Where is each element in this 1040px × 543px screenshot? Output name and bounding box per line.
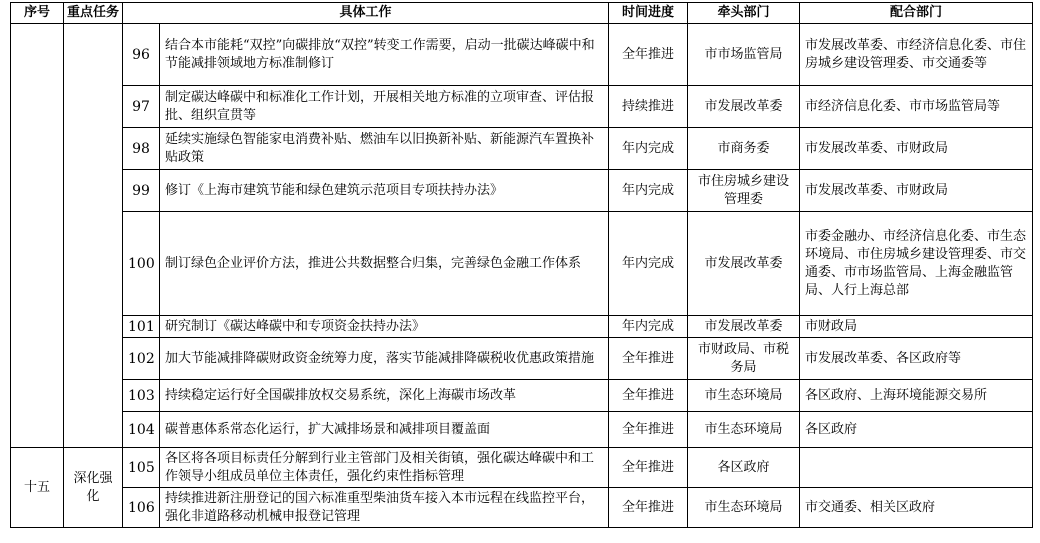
row-work: 修订《上海市建筑节能和绿色建筑示范项目专项扶持办法》 — [160, 170, 609, 212]
row-number: 99 — [123, 170, 160, 212]
section-task: 深化强化 — [64, 448, 123, 528]
table-row — [11, 448, 1033, 488]
header-work: 具体工作 — [123, 3, 609, 24]
section-task — [64, 24, 123, 448]
table-row — [11, 412, 1033, 448]
row-coop: 市发展改革委、市经济信息化委、市住房城乡建设管理委、市交通委等 — [800, 24, 1033, 86]
row-work: 制订绿色企业评价方法，推进公共数据整合归集，完善绿色金融工作体系 — [160, 212, 609, 316]
row-progress: 年内完成 — [609, 212, 688, 316]
header-coop: 配合部门 — [800, 3, 1033, 24]
work-table — [10, 2, 1033, 528]
row-work: 持续推进新注册登记的国六标准重型柴油货车接入本市远程在线监控平台，强化非道路移动机械申报登记管理 — [160, 488, 609, 528]
row-coop: 市委金融办、市经济信息化委、市生态环境局、市住房城乡建设管理委、市交通委、市市场监管局、上海金融监管局、人行上海总部 — [800, 212, 1033, 316]
row-coop: 各区政府 — [800, 412, 1033, 448]
row-number: 102 — [123, 338, 160, 380]
row-progress: 年内完成 — [609, 170, 688, 212]
row-work: 结合本市能耗“双控”向碳排放“双控”转变工作需要，启动一批碳达峰碳中和节能减排领域地方标准制修订 — [160, 24, 609, 86]
row-progress: 全年推进 — [609, 488, 688, 528]
row-lead: 市财政局、市税务局 — [688, 338, 800, 380]
row-number: 97 — [123, 86, 160, 128]
table-row — [11, 86, 1033, 128]
table-row — [11, 316, 1033, 338]
row-number: 103 — [123, 380, 160, 412]
table-row — [11, 338, 1033, 380]
row-coop: 市发展改革委、市财政局 — [800, 170, 1033, 212]
row-progress: 全年推进 — [609, 380, 688, 412]
row-lead: 市发展改革委 — [688, 316, 800, 338]
row-lead: 各区政府 — [688, 448, 800, 488]
row-number: 101 — [123, 316, 160, 338]
header-task: 重点任务 — [64, 3, 123, 24]
row-coop: 市发展改革委、各区政府等 — [800, 338, 1033, 380]
row-coop: 市发展改革委、市财政局 — [800, 128, 1033, 170]
header-seq: 序号 — [11, 3, 64, 24]
row-lead: 市商务委 — [688, 128, 800, 170]
row-lead: 市生态环境局 — [688, 488, 800, 528]
row-lead: 市住房城乡建设管理委 — [688, 170, 800, 212]
header-row — [11, 3, 1033, 24]
row-progress: 全年推进 — [609, 338, 688, 380]
row-progress: 全年推进 — [609, 448, 688, 488]
row-work: 各区将各项目标责任分解到行业主管部门及相关街镇，强化碳达峰碳中和工作领导小组成员单位主体责任，强化约束性指标管理 — [160, 448, 609, 488]
table-row — [11, 488, 1033, 528]
row-work: 加大节能减排降碳财政资金统筹力度，落实节能减排降碳税收优惠政策措施 — [160, 338, 609, 380]
row-work: 延续实施绿色智能家电消费补贴、燃油车以旧换新补贴、新能源汽车置换补贴政策 — [160, 128, 609, 170]
row-number: 105 — [123, 448, 160, 488]
row-progress: 年内完成 — [609, 316, 688, 338]
row-lead: 市生态环境局 — [688, 380, 800, 412]
row-lead: 市市场监管局 — [688, 24, 800, 86]
table-row — [11, 128, 1033, 170]
row-coop — [800, 448, 1033, 488]
table-row — [11, 24, 1033, 86]
table-row — [11, 212, 1033, 316]
row-number: 96 — [123, 24, 160, 86]
row-number: 100 — [123, 212, 160, 316]
row-coop: 各区政府、上海环境能源交易所 — [800, 380, 1033, 412]
row-progress: 全年推进 — [609, 24, 688, 86]
row-coop: 市经济信息化委、市市场监管局等 — [800, 86, 1033, 128]
row-work: 制定碳达峰碳中和标准化工作计划，开展相关地方标准的立项审查、评估报批、组织宣贯等 — [160, 86, 609, 128]
row-work: 碳普惠体系常态化运行，扩大减排场景和减排项目覆盖面 — [160, 412, 609, 448]
row-work: 研究制订《碳达峰碳中和专项资金扶持办法》 — [160, 316, 609, 338]
row-progress: 持续推进 — [609, 86, 688, 128]
header-progress: 时间进度 — [609, 3, 688, 24]
table-row — [11, 380, 1033, 412]
row-work: 持续稳定运行好全国碳排放权交易系统，深化上海碳市场改革 — [160, 380, 609, 412]
row-progress: 全年推进 — [609, 412, 688, 448]
row-number: 98 — [123, 128, 160, 170]
section-seq — [11, 24, 64, 448]
section-seq: 十五 — [11, 448, 64, 528]
row-number: 104 — [123, 412, 160, 448]
row-number: 106 — [123, 488, 160, 528]
row-coop: 市交通委、相关区政府 — [800, 488, 1033, 528]
row-lead: 市发展改革委 — [688, 86, 800, 128]
row-lead: 市发展改革委 — [688, 212, 800, 316]
header-lead: 牵头部门 — [688, 3, 800, 24]
row-progress: 年内完成 — [609, 128, 688, 170]
table-row — [11, 170, 1033, 212]
row-lead: 市生态环境局 — [688, 412, 800, 448]
row-coop: 市财政局 — [800, 316, 1033, 338]
